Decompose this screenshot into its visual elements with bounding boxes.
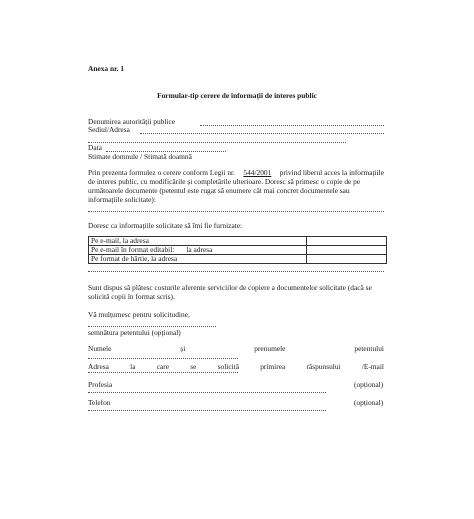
address-word: /E-mail <box>361 362 384 371</box>
phone-line[interactable] <box>88 410 326 411</box>
address-word: se <box>190 362 197 371</box>
applicant-address-row <box>88 362 384 371</box>
delivery-option-row[interactable] <box>89 255 387 264</box>
name-word: petentului <box>354 344 384 353</box>
request-text-1a: Prin prezenta formulez o cerere conform Legii nr. <box>88 168 235 177</box>
date-label: Data <box>88 143 102 152</box>
address-word: primirea <box>260 362 286 371</box>
delivery-option-label: Pe e-mail în format editabil: la adresa <box>89 246 307 255</box>
law-number: 544/2001 <box>243 168 272 177</box>
request-text-1b: privind liberul acces la informațiile <box>279 168 384 177</box>
profession-label: Profesia <box>88 380 113 389</box>
applicant-address-line[interactable] <box>88 372 238 373</box>
name-word: Numele <box>88 344 112 353</box>
request-line-2: de interes public, cu modificările și completările ulterioare. Doresc să primesc o copie de pe <box>88 177 361 186</box>
annex-label: Anexa nr. 1 <box>88 64 125 73</box>
headquarters-label: Sediul/Adresa <box>88 125 130 134</box>
delivery-options-table <box>88 236 387 264</box>
name-word: și <box>180 344 186 353</box>
salutation: Stimate domnule / Stimată doamnă <box>88 152 192 161</box>
applicant-name-line[interactable] <box>88 358 238 359</box>
delivery-option-label: Pe e-mail, la adresa <box>89 237 307 246</box>
form-title: Formular-tip cerere de informații de interes public <box>157 91 317 100</box>
address-word: răspunsului <box>306 362 341 371</box>
profession-line[interactable] <box>88 392 326 393</box>
request-line-4: informațiile solicitate): <box>88 195 156 204</box>
authority-name-label: Denumirea autorității publice <box>88 117 176 126</box>
thanks-text: Vă mulțumesc pentru solicitudine, <box>88 310 190 319</box>
payment-line-1: Sunt dispus să plătesc costurile aferente serviciilor de copiere a documentelor solicitate (dacă se <box>88 283 372 292</box>
signature-line[interactable] <box>88 326 216 327</box>
address-word: Adresa <box>88 362 109 371</box>
signature-label: semnătura petentului (opțional) <box>88 328 181 337</box>
headquarters-line-2[interactable] <box>88 142 346 143</box>
delivery-option-checkbox[interactable] <box>307 255 387 264</box>
request-line-1 <box>88 168 384 177</box>
applicant-name-row <box>88 344 384 353</box>
delivery-option-label: Pe format de hârtie, la adresa <box>89 255 307 264</box>
request-answer-line-1[interactable] <box>88 211 384 212</box>
address-word: care <box>156 362 170 371</box>
delivery-prompt: Doresc ca informațiile solicitate să îmi fie furnizate: <box>88 221 243 230</box>
authority-name-line[interactable] <box>200 125 384 126</box>
address-word: solicită <box>217 362 239 371</box>
request-line-3: următoarele documente (petentul este rugat să enumere cât mai concret documentele sau <box>88 186 350 195</box>
name-word: prenumele <box>254 344 286 353</box>
headquarters-line[interactable] <box>140 133 384 134</box>
delivery-option-checkbox[interactable] <box>307 246 387 255</box>
extra-answer-line[interactable] <box>88 271 384 272</box>
delivery-option-checkbox[interactable] <box>307 237 387 246</box>
phone-label: Telefon <box>88 398 111 407</box>
phone-optional: (opțional) <box>354 398 384 407</box>
address-word: la <box>130 362 136 371</box>
profession-optional: (opțional) <box>354 380 384 389</box>
payment-line-2: solicită copii în format scris). <box>88 292 175 301</box>
